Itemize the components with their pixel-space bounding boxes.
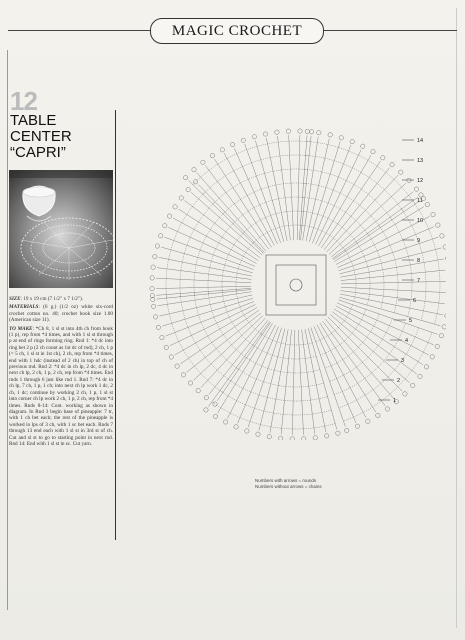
fan-stitch (281, 330, 291, 434)
picot (156, 325, 160, 329)
pattern-title-line-2: CENTER (10, 128, 72, 145)
doily-photo (9, 170, 113, 288)
left-margin-rule (7, 50, 8, 610)
pattern-number: 12 (10, 86, 37, 116)
round-label: 4 (405, 338, 409, 344)
picot (230, 142, 234, 146)
picot (403, 392, 407, 396)
picot (278, 436, 282, 440)
picot (164, 345, 168, 349)
fan-stitch (205, 166, 268, 250)
picot (361, 144, 365, 148)
picot (336, 431, 340, 435)
fan-stitch (314, 326, 356, 422)
fan-stitch (334, 207, 424, 262)
picot (414, 187, 418, 191)
picot (204, 395, 208, 399)
chain-arc (236, 368, 323, 387)
fan-stitch (270, 329, 288, 432)
round-label: 2 (397, 378, 401, 384)
picot (381, 156, 385, 160)
fan-stitch (292, 330, 295, 435)
picot (150, 293, 154, 297)
picot (425, 202, 429, 206)
picot (424, 365, 428, 369)
diagram-legend (255, 478, 322, 489)
fan-stitch (197, 173, 267, 252)
magazine-title: MAGIC CROCHET (171, 22, 303, 39)
fan-stitch (245, 144, 281, 243)
picot (267, 434, 271, 438)
pattern-title-line-1: TABLE (10, 112, 57, 129)
fan-stitch (173, 218, 256, 263)
round-label: 3 (401, 358, 405, 364)
fan-stitch (248, 328, 281, 428)
picot (196, 388, 200, 392)
picot (220, 148, 224, 152)
fan-stitch (168, 227, 255, 266)
picot (151, 265, 155, 269)
picot (204, 408, 208, 412)
picot (290, 437, 294, 440)
picot (317, 130, 321, 134)
fan-stitch (159, 257, 252, 276)
round-label: 13 (417, 158, 424, 164)
instructions-text (9, 296, 113, 447)
picot (443, 245, 446, 249)
picot (302, 437, 306, 440)
crochet-diagram (116, 110, 446, 440)
fan-stitch (198, 185, 264, 253)
picot (256, 432, 260, 436)
fan-stitch (324, 168, 389, 250)
picot (234, 425, 238, 429)
to-make-label: TO MAKE (9, 325, 33, 332)
picot (390, 162, 394, 166)
to-make-text: : *Ch 8, 1 sl st into 4th ch from hook (1 p), rep from *4 times, and with 1 sl st through p at end of rings forming ring. Rnd 1: *4 dc into ring bet 2 p (2 ch count as 1st dc of rnd), 2 ch, 1 p (= 5 ch, 1 sl st in 1st ch), 2 ch, rep from *4 times, end with 1 hdc (instead of 2 ch) in top of ch of previous rnd. Rnd 2: *4 dc in ch lp, 2 dc, 4 dc in next ch lp, 2 ch, 1 p, 2 ch, rep from *4 times. End rnds 1 through 6 just like rnd 1. Rnd 7: *4 dc in ch lp, 7 ch, 1 p, 1 ch; into next ch lp work 1 dc, 2 ch, 1 dc; continue by working 2 ch, 1 p, 1 sl st into corner ch lp work 2 ch, 1 p, 2 ch, rep from *4 times. Rnds 8-14: Cont. working as shown in diagram. In Rnd 3 begin base of pineapple: 7 tr, with 1 ch bet each; the rest of the pineapple is worked in lps of 3 ch, with 1 sc bet each. Rnds 7 through 13 end each with 1 sl st in 3rd st of ch. Cut and sl st to go to starting point in next rnd. Rnd 14: End with 1 sl st in sc. Cut yarn. (9, 325, 113, 447)
fan-stitch (337, 303, 433, 345)
picot (245, 429, 249, 433)
round-label: 9 (417, 238, 421, 244)
fan-stitch (259, 329, 285, 431)
chain-arc (367, 234, 384, 309)
fan-stitch (156, 278, 251, 283)
chain-arc (390, 217, 412, 316)
chain-arc (253, 345, 316, 359)
fan-stitch (340, 259, 443, 277)
chain-arc (220, 390, 331, 415)
picot (344, 428, 348, 432)
legend-rounds: Numbers with arrows = rounds (255, 478, 317, 483)
doily-photo-image (9, 170, 113, 288)
picot (223, 420, 227, 424)
picot (263, 132, 267, 136)
fan-stitch (289, 135, 294, 240)
center-ring (290, 279, 302, 291)
picot (355, 424, 359, 428)
page-edge (456, 8, 457, 628)
picot (430, 355, 434, 359)
fan-stitch (209, 320, 268, 394)
fan-stitch (156, 286, 251, 288)
picot (339, 136, 343, 140)
picot (275, 130, 279, 134)
header-banner (150, 18, 324, 44)
fan-stitch (157, 268, 251, 280)
fan-stitch (336, 216, 429, 264)
picot (309, 130, 313, 134)
picot (399, 170, 403, 174)
fan-stitch (166, 301, 254, 336)
picot (418, 374, 422, 378)
fan-stitch (187, 313, 261, 372)
picot (286, 129, 290, 133)
pattern-title (10, 113, 110, 161)
picot (407, 178, 411, 182)
fan-stitch (188, 180, 263, 253)
round-label: 14 (417, 138, 424, 144)
round-label: 7 (417, 278, 421, 284)
header-rule-left (8, 30, 150, 31)
chain-arc (212, 402, 335, 429)
picot (173, 205, 177, 209)
size-label: SIZE (9, 296, 21, 302)
materials-text: : (6 g.) (1/2 oz) white six-cord crochet cotton no. 40; crochet hook size 1.00 (American size 11). (9, 304, 113, 324)
fan-stitch (224, 153, 274, 245)
center-square-inner (276, 265, 316, 305)
fan-stitch (341, 281, 446, 284)
picot (445, 256, 446, 260)
fan-stitch (178, 209, 258, 261)
picot (439, 333, 443, 337)
fan-stitch (323, 321, 385, 406)
round-label: 11 (417, 198, 423, 204)
fan-stitch (297, 135, 300, 240)
chain-arc (228, 379, 327, 401)
round-label: 5 (409, 318, 413, 324)
picot (169, 355, 173, 359)
picot (411, 383, 415, 387)
picot (160, 335, 164, 339)
fan-stitch (208, 322, 269, 407)
fan-stitch (339, 237, 439, 270)
picot (298, 129, 302, 133)
picot (188, 381, 192, 385)
picot (163, 224, 167, 228)
fan-stitch (161, 247, 252, 273)
chain-arc (379, 225, 398, 312)
picot (328, 133, 332, 137)
picot (445, 313, 446, 317)
picot (366, 419, 370, 423)
round-label: 6 (413, 298, 417, 304)
picot (153, 315, 157, 319)
picot (435, 344, 439, 348)
picot (385, 407, 389, 411)
fan-stitch (227, 325, 275, 418)
picot (431, 212, 435, 216)
picot (305, 129, 309, 133)
fan-stitch (340, 248, 442, 274)
picot (155, 244, 159, 248)
picot (201, 160, 205, 164)
picot (179, 196, 183, 200)
round-label: 12 (417, 178, 424, 184)
picot (440, 234, 444, 238)
round-label: 8 (417, 258, 421, 264)
picot (313, 436, 317, 440)
picot (151, 304, 155, 308)
picot (167, 214, 171, 218)
fan-stitch (303, 137, 319, 241)
picot (376, 413, 380, 417)
chain-arc (356, 242, 370, 305)
picot (419, 193, 423, 197)
fan-stitch (306, 139, 329, 241)
fan-stitch (316, 150, 362, 245)
round-label: 1 (393, 398, 397, 404)
picot (193, 180, 197, 184)
picot (350, 139, 354, 143)
picot (175, 364, 179, 368)
picot (150, 287, 154, 291)
fan-stitch (218, 323, 273, 413)
materials-label: MATERIALS (9, 304, 39, 311)
fan-stitch (341, 287, 446, 292)
fan-stitch (191, 192, 262, 255)
picot (442, 325, 446, 329)
picot (210, 153, 214, 157)
picot (158, 234, 162, 238)
chain-arc (261, 334, 312, 345)
center-square (266, 255, 326, 315)
fan-stitch (298, 330, 303, 435)
chain-arc (245, 356, 320, 373)
picot (436, 223, 440, 227)
picot (153, 254, 157, 258)
fan-stitch (184, 200, 260, 257)
picot (150, 276, 154, 280)
header-rule-right (322, 30, 457, 31)
fan-stitch (341, 270, 445, 280)
fan-stitch (215, 159, 272, 247)
picot (241, 138, 245, 142)
size-text: : 19 x 19 cm (7 1/2" x 7 1/2"). (20, 296, 83, 302)
fan-stitch (331, 192, 413, 257)
picot (186, 187, 190, 191)
picot (371, 149, 375, 153)
fan-stitch (158, 292, 252, 306)
pattern-title-line-3: “CAPRI” (10, 144, 66, 161)
picot (183, 175, 187, 179)
picot (324, 434, 328, 438)
fan-stitch (164, 237, 253, 269)
round-label: 10 (417, 218, 424, 224)
picot (151, 297, 155, 301)
legend-chains: Numbers without arrows = chains (255, 483, 322, 489)
chain-arc (345, 250, 356, 301)
picot (213, 414, 217, 418)
picot (252, 135, 256, 139)
picot (192, 167, 196, 171)
picot (181, 373, 185, 377)
